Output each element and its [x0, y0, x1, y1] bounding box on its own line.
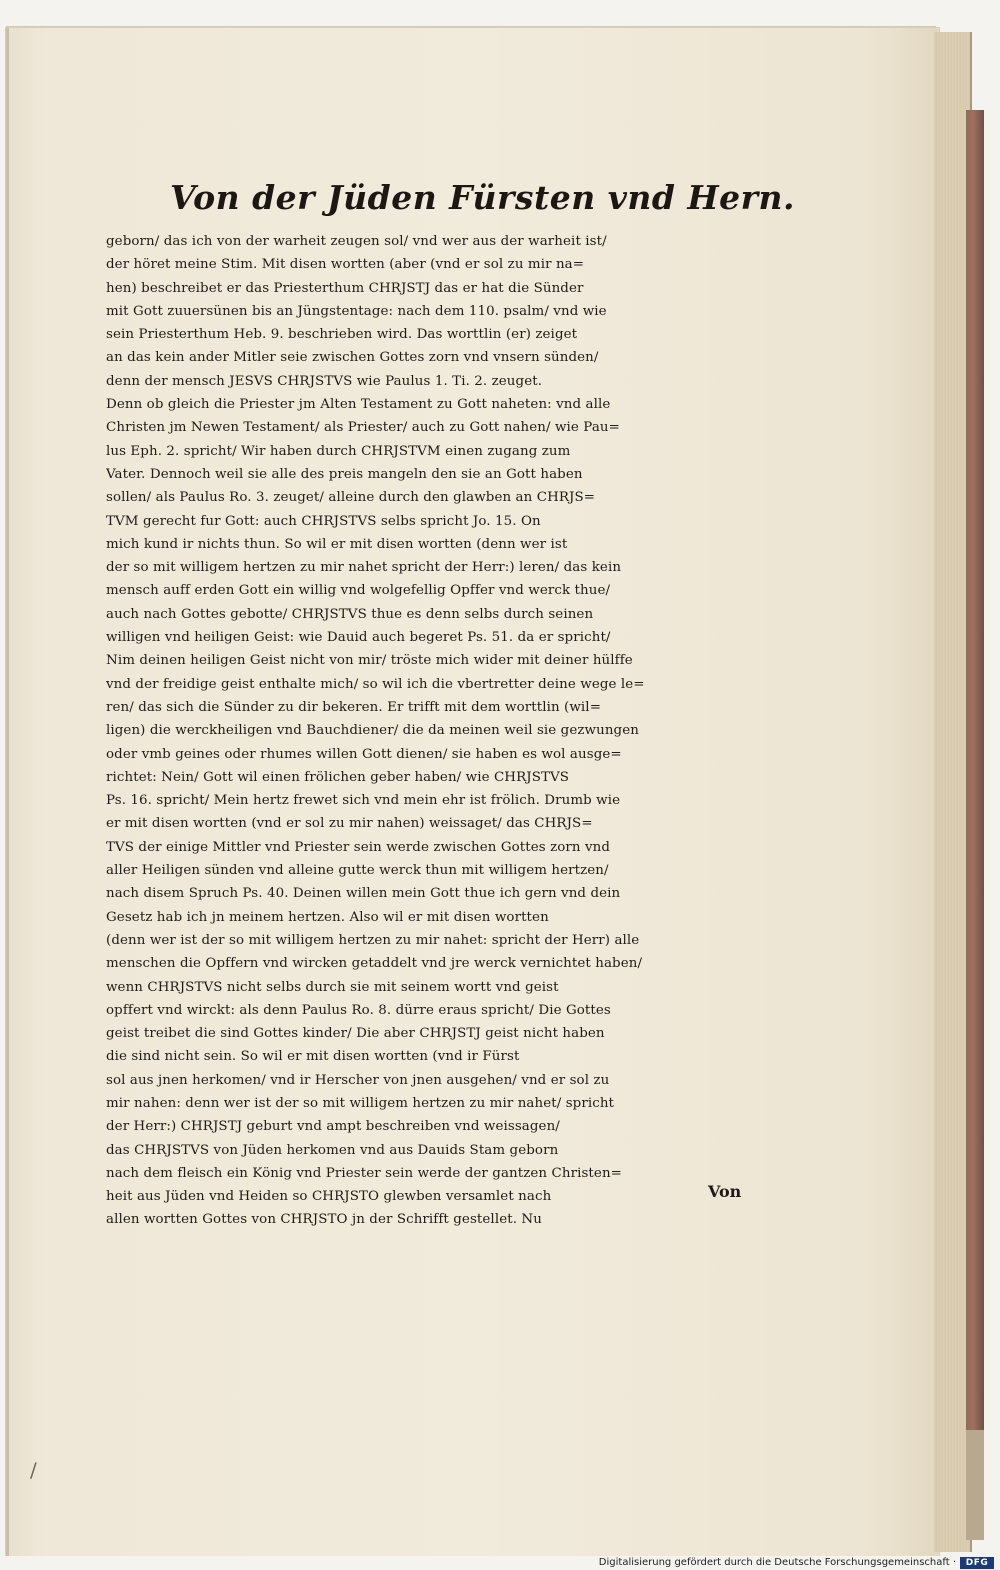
text-line: der so mit willigem hertzen zu mir nahet spricht der Herr:) leren/ das kein [106, 560, 622, 576]
funding-credit: Digitalisierung gefördert durch die Deutsche Forschungsgemeinschaft · [598, 1557, 956, 1568]
text-line: geborn/ das ich von der warheit zeugen sol/ vnd wer aus der warheit ist/ [106, 234, 607, 249]
text-line: der höret meine Stim. Mit disen wortten (aber (vnd er sol zu mir na= [106, 257, 585, 273]
text-line: menschen die Opffern vnd wircken getaddelt vnd jre werck vernichtet haben/ [106, 956, 643, 972]
text-line: geist treibet die sind Gottes kinder/ Die aber CHRJSTJ geist nicht haben [106, 1026, 605, 1042]
catchword: Von [708, 1182, 742, 1201]
text-line: Christen jm Newen Testament/ als Priester/ auch zu Gott nahen/ wie Pau= [106, 420, 620, 436]
text-line: an das kein ander Mitler seie zwischen Gottes zorn vnd vnsern sünden/ [106, 350, 599, 366]
text-line: mit Gott zuuersünen bis an Jüngstentage: nach dem 110. psalm/ vnd wie [106, 303, 607, 319]
text-line: Denn ob gleich die Priester jm Alten Testament zu Gott naheten: vnd alle [106, 397, 611, 413]
text-line: wenn CHRJSTVS nicht selbs durch sie mit seinem wortt vnd geist [106, 979, 559, 995]
text-line: aller Heiligen sünden vnd alleine gutte werck thun mit willigem hertzen/ [106, 863, 609, 879]
text-line: vnd der freidige geist enthalte mich/ so wil ich die vbertretter deine wege le= [106, 676, 645, 692]
book-binding-edge [966, 110, 984, 1430]
text-line: sollen/ als Paulus Ro. 3. zeuget/ alleine durch den glawben an CHRJS= [106, 490, 596, 506]
text-line: (denn wer ist der so mit willigem hertzen zu mir nahet: spricht der Herr) alle [106, 932, 640, 948]
text-line: allen wortten Gottes von CHRJSTO jn der Schrifft gestellet. Nu [106, 1212, 542, 1228]
text-line: lus Eph. 2. spricht/ Wir haben durch CHRJSTVM einen zugang zum [106, 443, 571, 459]
text-line: mich kund ir nichts thun. So wil er mit disen wortten (denn wer ist [106, 536, 568, 552]
book-lower-edge [966, 1430, 984, 1540]
text-line: Vater. Dennoch weil sie alle des preis mangeln den sie an Gott haben [106, 466, 583, 482]
dfg-logo: DFG [960, 1557, 994, 1569]
text-line: hen) beschreibet er das Priesterthum CHRJSTJ das er hat die Sünder [106, 280, 584, 296]
text-line: nach dem fleisch ein König vnd Priester sein werde der gantzen Christen= [106, 1165, 622, 1181]
text-line: heit aus Jüden vnd Heiden so CHRJSTO glewben versamlet nach [106, 1189, 552, 1205]
text-line: TVS der einige Mittler vnd Priester sein werde zwischen Gottes zorn vnd [106, 839, 611, 855]
text-line: TVM gerecht fur Gott: auch CHRJSTVS selbs spricht Jo. 15. On [106, 513, 541, 529]
text-line: er mit disen wortten (vnd er sol zu mir nahen) weissaget/ das CHRJS= [106, 816, 593, 832]
text-line: Nim deinen heiligen Geist nicht von mir/ tröste mich wider mit deiner hülffe [106, 653, 633, 669]
page-body-text [106, 230, 766, 1232]
text-line: nach disem Spruch Ps. 40. Deinen willen mein Gott thue ich gern vnd dein [106, 886, 621, 902]
text-line: das CHRJSTVS von Jüden herkomen vnd aus Dauids Stam geborn [106, 1142, 559, 1158]
text-line: mensch auff erden Gott ein willig vnd wolgefellig Opffer vnd werck thue/ [106, 583, 611, 599]
text-line: willigen vnd heiligen Geist: wie Dauid auch begeret Ps. 51. da er spricht/ [106, 630, 611, 646]
text-line: opffert vnd wirckt: als denn Paulus Ro. 8. dürre eraus spricht/ Die Gottes [106, 1002, 611, 1018]
text-line: ren/ das sich die Sünder zu dir bekeren. Er trifft mit dem worttlin (wil= [106, 699, 602, 715]
text-line: richtet: Nein/ Gott wil einen frölichen geber haben/ wie CHRJSTVS [106, 769, 570, 785]
text-line: sol aus jnen herkomen/ vnd ir Herscher von jnen ausgehen/ vnd er sol zu [106, 1072, 610, 1088]
text-line: denn der mensch JESVS CHRJSTVS wie Paulus 1. Ti. 2. zeuget. [106, 373, 543, 389]
pencil-mark: / [30, 1458, 37, 1482]
text-line: sein Priesterthum Heb. 9. beschrieben wird. Das worttlin (er) zeiget [106, 327, 578, 343]
text-line: mir nahen: denn wer ist der so mit willigem hertzen zu mir nahet/ spricht [106, 1095, 615, 1111]
text-line: Ps. 16. spricht/ Mein hertz frewet sich vnd mein ehr ist frölich. Drumb wie [106, 793, 621, 809]
text-line: oder vmb geines oder rhumes willen Gott dienen/ sie haben es wol ausge= [106, 746, 622, 762]
text-line: Gesetz hab ich jn meinem hertzen. Also wil er mit disen wortten [106, 909, 549, 925]
text-line: die sind nicht sein. So wil er mit disen wortten (vnd ir Fürst [106, 1049, 520, 1065]
page-heading: Von der Jüden Fürsten vnd Hern. [170, 178, 795, 217]
text-line: der Herr:) CHRJSTJ geburt vnd ampt beschreiben vnd weissagen/ [106, 1119, 560, 1135]
text-line: ligen) die werckheiligen vnd Bauchdiener/ die da meinen weil sie gezwungen [106, 723, 639, 739]
text-line: auch nach Gottes gebotte/ CHRJSTVS thue es denn selbs durch seinen [106, 606, 594, 622]
